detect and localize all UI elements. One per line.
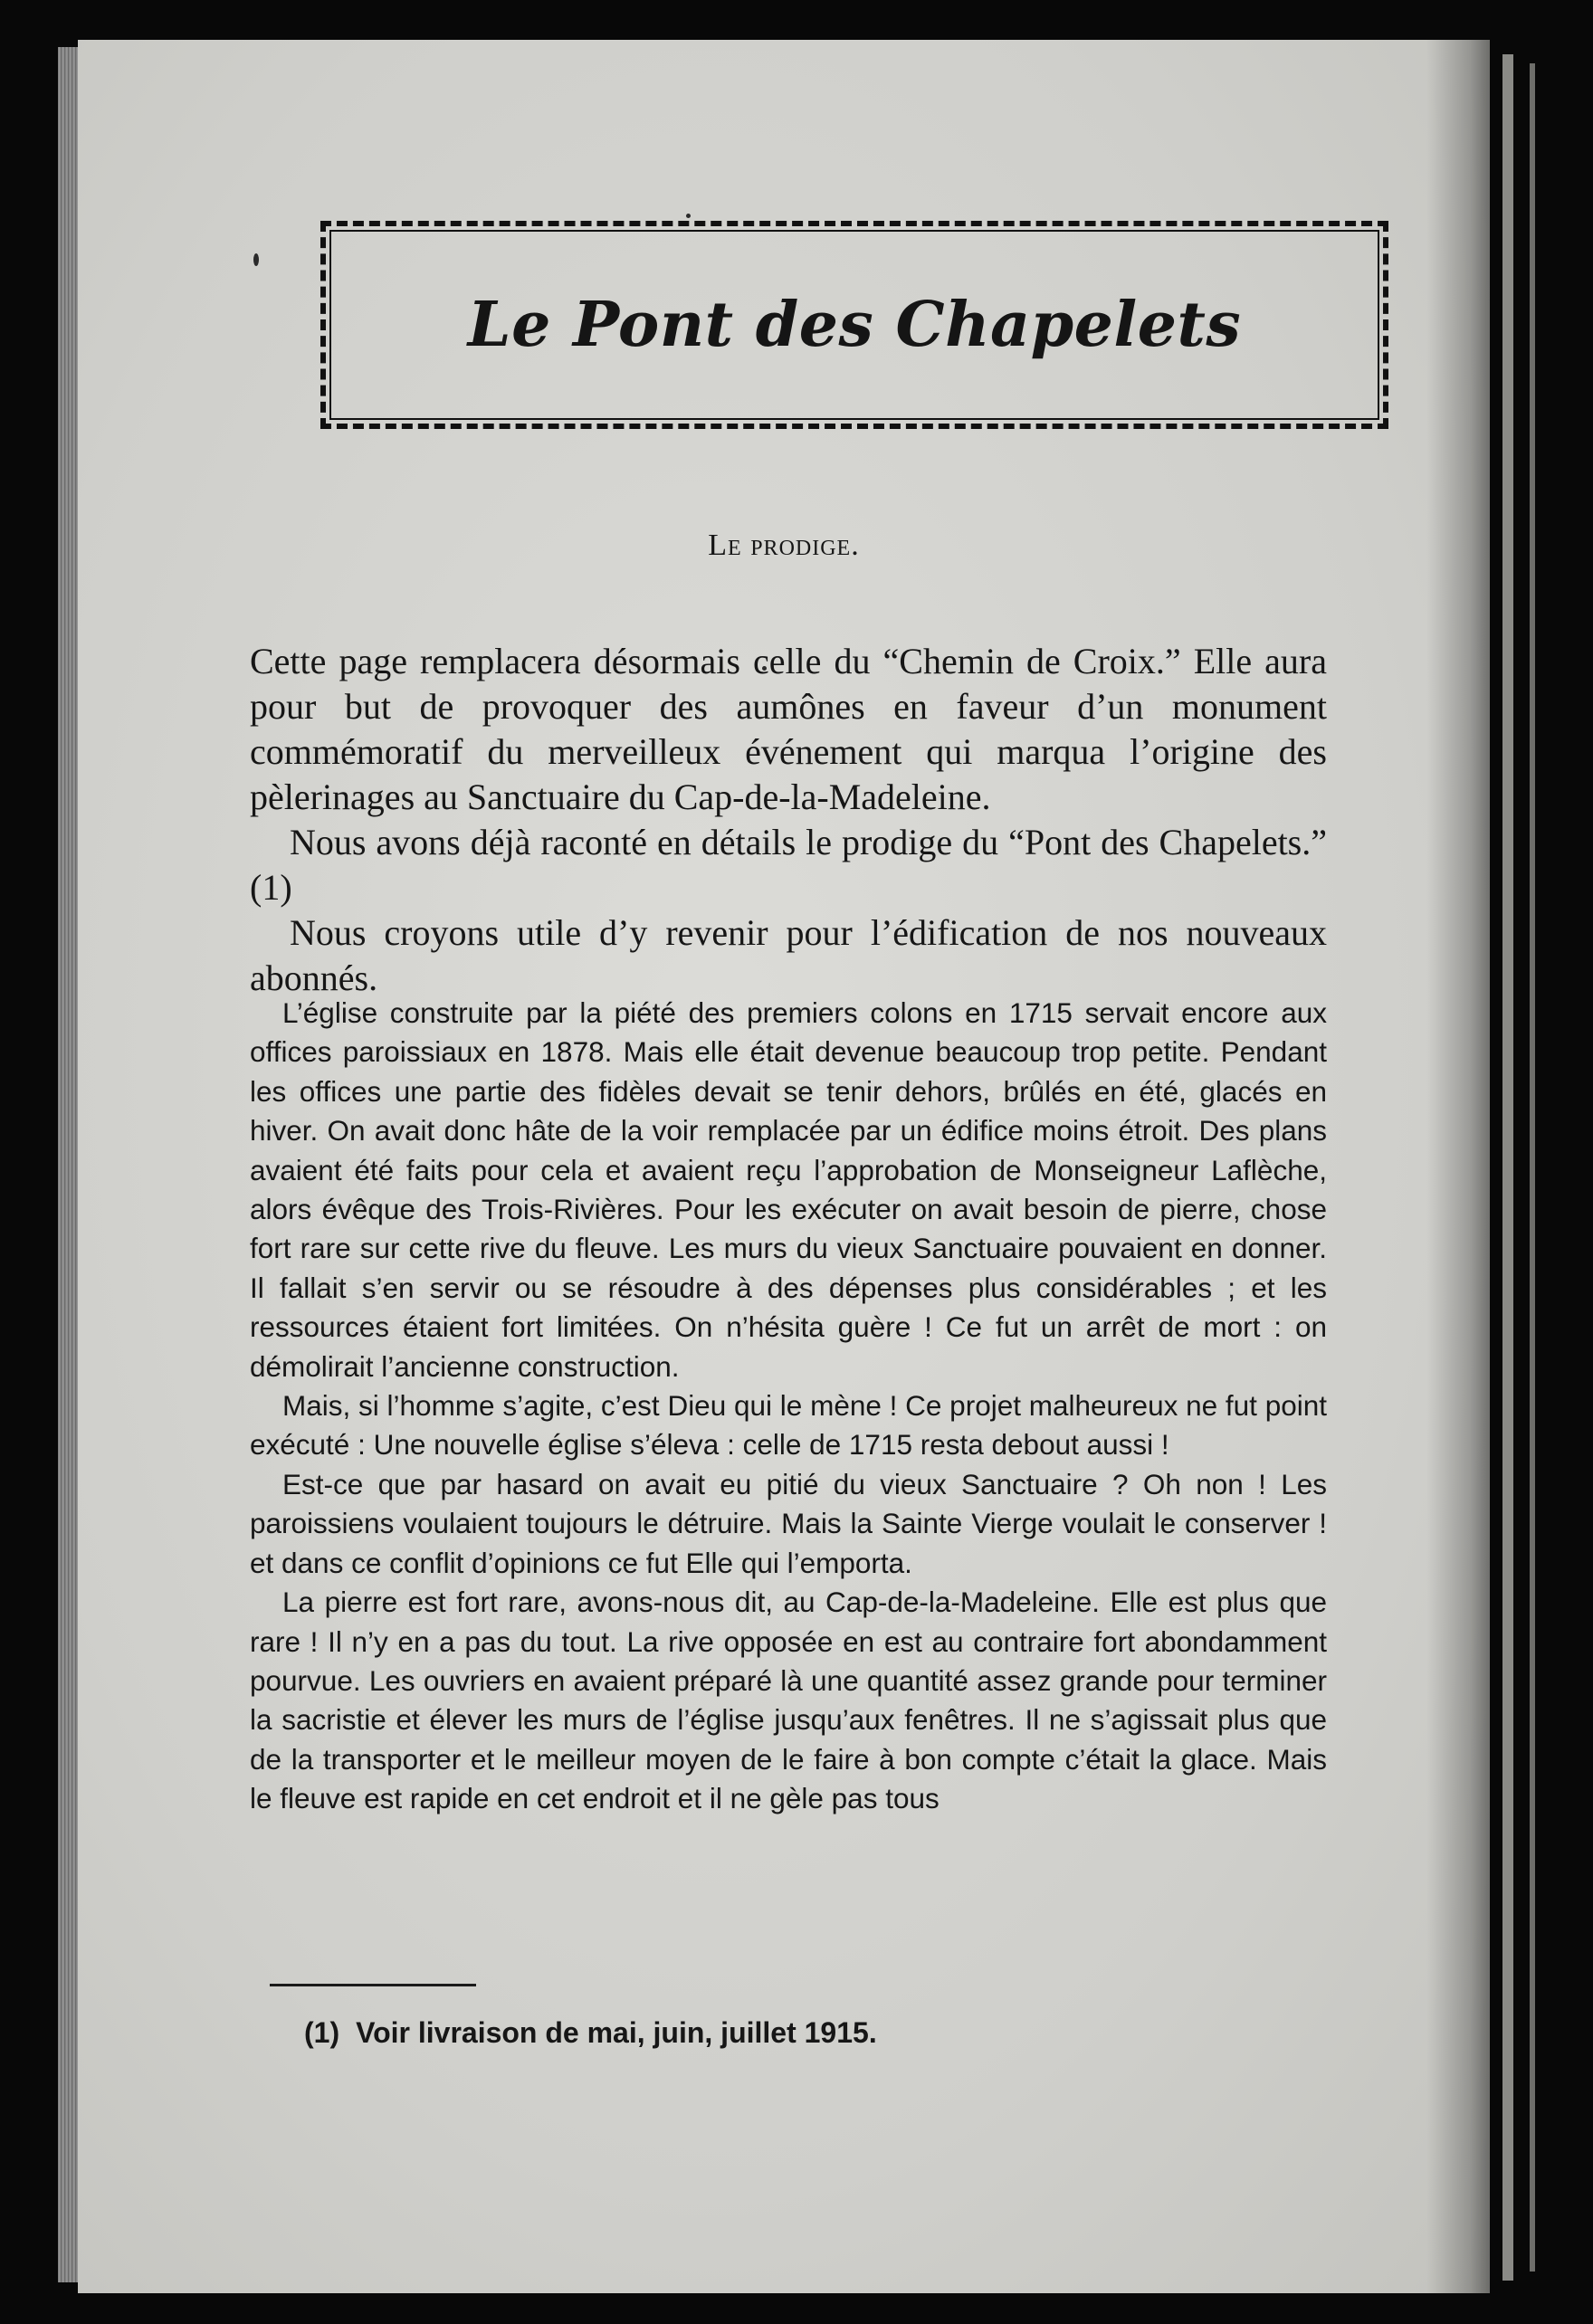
print-speck — [686, 214, 691, 218]
footnote-text: Voir livraison de mai, juin, juillet 1915. — [356, 2016, 877, 2049]
body-paragraph: Est-ce que par hasard on avait eu pitié du vieux Sanctuaire ? Oh non ! Les paroissiens voulaient toujours le détruire. Mais la Sainte Vierge voulait le conserver ! et dans ce conflit d’opinions ce fut Elle qui l’emporta. — [250, 1467, 1327, 1579]
body-paragraph: Mais, si l’homme s’agite, c’est Dieu qui le mène ! Ce projet malheureux ne fut point exécuté : Une nouvelle église s’éleva : celle de 1715 resta debout aussi ! — [250, 1389, 1327, 1462]
body-text — [250, 994, 1327, 1819]
section-heading: Le prodige. — [708, 529, 860, 562]
page-title: Le Pont des Chapelets — [467, 289, 1242, 361]
binding-edge — [1530, 63, 1535, 2272]
print-speck — [253, 253, 259, 266]
footnote-rule — [270, 1984, 476, 1986]
lead-paragraph: Nous avons déjà raconté en détails le prodige du “Pont des Chapelets.” (1) — [250, 822, 1327, 908]
body-paragraph: La pierre est fort rare, avons-nous dit, au Cap-de-la-Madeleine. Elle est plus que rare ! Il n’y en a pas du tout. La rive opposée en est au contraire fort abondamment pourvue. Les ouvriers en avaient préparé là une quantité assez grande pour terminer la sacristie et élever les murs de l’église jusqu’aux fenêtres. Il ne s’agissait plus que de la transporter et le meilleur moyen de le faire à bon compte c’était la glace. Mais le fleuve est rapide en cet endroit et il ne gèle pas tous — [250, 1586, 1327, 1815]
spine-shadow — [1426, 40, 1490, 2293]
lead-text — [250, 639, 1327, 1001]
next-page-edge — [1502, 54, 1513, 2281]
body-paragraph: L’église construite par la piété des premiers colons en 1715 servait encore aux offices paroissiaux en 1878. Mais elle était devenue beaucoup trop petite. Pendant les offices une partie des fidèles devait se tenir dehors, brûlés en été, glacés en hiver. On avait donc hâte de la voir remplacée par un édifice moins étroit. Des plans avaient été faits pour cela et avaient reçu l’approbation de Monseigneur Laflèche, alors évêque des Trois-Rivières. Pour les exécuter on avait besoin de pierre, chose fort rare sur cette rive du fleuve. Les murs du vieux Sanctuaire pouvaient en donner. Il fallait s’en servir ou se résoudre à des dépenses plus considérables ; et les ressources étaient fort limitées. On n’hésita guère ! Ce fut un arrêt de mort : on démolirait l’ancienne construction. — [250, 996, 1327, 1383]
footnote — [304, 2016, 877, 2050]
title-frame — [320, 221, 1388, 429]
lead-paragraph: Cette page remplacera désormais celle du “Chemin de Croix.” Elle aura pour but de provoquer des aumônes en faveur d’un monument commémoratif du merveilleux événement qui marqua l’origine des pèlerinages au Sanctuaire du Cap-de-la-Madeleine. — [250, 641, 1327, 817]
footnote-marker: (1) — [304, 2016, 340, 2049]
lead-paragraph: Nous croyons utile d’y revenir pour l’édification de nos nouveaux abonnés. — [250, 912, 1327, 998]
